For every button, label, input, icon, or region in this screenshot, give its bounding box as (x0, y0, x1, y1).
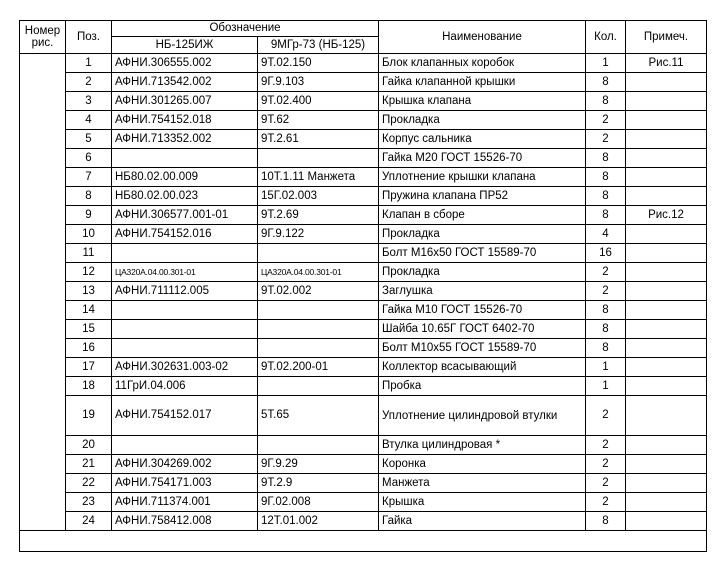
cell-name: Гайка клапанной крышки (379, 73, 586, 92)
table-row (20, 111, 707, 130)
cell-fig-no (20, 244, 66, 263)
cell-fig-no (20, 301, 66, 320)
cell-note: Рис.11 (626, 54, 707, 73)
header-name: Наименование (379, 21, 586, 54)
cell-note (626, 168, 707, 187)
cell-fig-no (20, 149, 66, 168)
cell-designation-b (258, 339, 379, 358)
cell-qty: 8 (586, 92, 626, 111)
cell-fig-no (20, 73, 66, 92)
table-row (20, 244, 707, 263)
cell-qty: 2 (586, 493, 626, 512)
cell-note (626, 339, 707, 358)
cell-name: Коллектор всасывающий (379, 358, 586, 377)
cell-designation-b: 9Т.62 (258, 111, 379, 130)
table-row (20, 493, 707, 512)
cell-pos: 3 (66, 92, 112, 111)
cell-name: Крышка клапана (379, 92, 586, 111)
cell-fig-no (20, 455, 66, 474)
cell-name: Уплотнение цилиндровой втулки (379, 396, 586, 436)
table-row (20, 263, 707, 282)
parts-table (19, 20, 707, 552)
cell-note (626, 396, 707, 436)
cell-designation-a: АФНИ.306577.001-01 (112, 206, 258, 225)
cell-note (626, 455, 707, 474)
cell-qty: 8 (586, 512, 626, 531)
cell-name: Прокладка (379, 263, 586, 282)
table-row (20, 92, 707, 111)
cell-designation-a: АФНИ.302631.003-02 (112, 358, 258, 377)
cell-designation-b: 9Г.9.29 (258, 455, 379, 474)
cell-pos: 7 (66, 168, 112, 187)
cell-note (626, 130, 707, 149)
cell-name: Гайка М10 ГОСТ 15526-70 (379, 301, 586, 320)
table-row (20, 474, 707, 493)
cell-designation-a (112, 436, 258, 455)
cell-name: Болт М10х55 ГОСТ 15589-70 (379, 339, 586, 358)
cell-designation-a: НБ80.02.00.009 (112, 168, 258, 187)
header-designation: Обозначение (112, 21, 379, 37)
cell-designation-a: АФНИ.711374.001 (112, 493, 258, 512)
cell-qty: 2 (586, 436, 626, 455)
cell-designation-b: 10Т.1.11 Манжета (258, 168, 379, 187)
cell-name: Крышка (379, 493, 586, 512)
cell-designation-a (112, 320, 258, 339)
cell-designation-a: 11ГрИ.04.006 (112, 377, 258, 396)
header-qty: Кол. (586, 21, 626, 54)
cell-qty: 2 (586, 130, 626, 149)
cell-note (626, 244, 707, 263)
cell-designation-a: НБ80.02.00.023 (112, 187, 258, 206)
cell-designation-a (112, 301, 258, 320)
cell-designation-b: 9Г.9.122 (258, 225, 379, 244)
cell-fig-no (20, 339, 66, 358)
cell-fig-no (20, 377, 66, 396)
cell-designation-a: АФНИ.713542.002 (112, 73, 258, 92)
cell-qty: 8 (586, 206, 626, 225)
cell-name: Втулка цилиндровая * (379, 436, 586, 455)
cell-qty: 8 (586, 149, 626, 168)
cell-pos: 19 (66, 396, 112, 436)
table-row (20, 54, 707, 73)
table-row (20, 396, 707, 436)
cell-pos: 9 (66, 206, 112, 225)
cell-pos: 4 (66, 111, 112, 130)
cell-designation-b: 9Т.02.400 (258, 92, 379, 111)
cell-fig-no (20, 493, 66, 512)
cell-designation-b: 9Т.2.9 (258, 474, 379, 493)
cell-name: Заглушка (379, 282, 586, 301)
cell-name: Гайка (379, 512, 586, 531)
cell-pos: 1 (66, 54, 112, 73)
table-row (20, 455, 707, 474)
cell-designation-a (112, 339, 258, 358)
cell-designation-a: АФНИ.304269.002 (112, 455, 258, 474)
cell-designation-b (258, 320, 379, 339)
cell-designation-b: 9Г.02.008 (258, 493, 379, 512)
cell-designation-a: АФНИ.758412.008 (112, 512, 258, 531)
cell-designation-b: 9Т.02.150 (258, 54, 379, 73)
cell-name: Пробка (379, 377, 586, 396)
cell-designation-a (112, 244, 258, 263)
cell-name: Уплотнение крышки клапана (379, 168, 586, 187)
cell-pos: 24 (66, 512, 112, 531)
cell-qty: 1 (586, 377, 626, 396)
table-row (20, 187, 707, 206)
cell-designation-a: АФНИ.754152.018 (112, 111, 258, 130)
cell-qty: 8 (586, 73, 626, 92)
cell-note (626, 149, 707, 168)
cell-fig-no (20, 436, 66, 455)
cell-designation-a (112, 149, 258, 168)
table-row (20, 377, 707, 396)
cell-designation-a: АФНИ.754152.017 (112, 396, 258, 436)
header-col-b: 9МГр-73 (НБ-125) (258, 37, 379, 54)
cell-name: Прокладка (379, 225, 586, 244)
cell-qty: 8 (586, 301, 626, 320)
cell-fig-no (20, 474, 66, 493)
cell-pos: 11 (66, 244, 112, 263)
table-row (20, 436, 707, 455)
cell-fig-no (20, 168, 66, 187)
cell-note (626, 282, 707, 301)
cell-designation-a: АФНИ.306555.002 (112, 54, 258, 73)
cell-note (626, 358, 707, 377)
header-fig-no: Номер рис. (20, 21, 66, 54)
cell-qty: 2 (586, 282, 626, 301)
cell-note (626, 493, 707, 512)
cell-name: Пружина клапана ПР52 (379, 187, 586, 206)
cell-designation-a: АФНИ.301265.007 (112, 92, 258, 111)
cell-pos: 5 (66, 130, 112, 149)
cell-fig-no (20, 396, 66, 436)
cell-fig-no (20, 54, 66, 73)
cell-name: Болт М16х50 ГОСТ 15589-70 (379, 244, 586, 263)
cell-note (626, 377, 707, 396)
cell-fig-no (20, 282, 66, 301)
cell-qty: 8 (586, 320, 626, 339)
cell-name: Гайка М20 ГОСТ 15526-70 (379, 149, 586, 168)
cell-designation-b: 9Т.2.69 (258, 206, 379, 225)
header-col-a: НБ-125ИЖ (112, 37, 258, 54)
cell-note (626, 73, 707, 92)
cell-qty: 1 (586, 358, 626, 377)
cell-pos: 22 (66, 474, 112, 493)
cell-designation-b (258, 301, 379, 320)
cell-fig-no (20, 187, 66, 206)
table-row (20, 130, 707, 149)
cell-fig-no (20, 92, 66, 111)
cell-qty: 16 (586, 244, 626, 263)
cell-qty: 2 (586, 455, 626, 474)
table-header (20, 21, 707, 54)
cell-designation-b: 15Г.02.003 (258, 187, 379, 206)
cell-note (626, 436, 707, 455)
cell-note (626, 263, 707, 282)
cell-designation-b (258, 149, 379, 168)
cell-designation-b: 9Г.9.103 (258, 73, 379, 92)
cell-pos: 23 (66, 493, 112, 512)
cell-fig-no (20, 320, 66, 339)
cell-qty: 1 (586, 54, 626, 73)
cell-designation-b: 12Т.01.002 (258, 512, 379, 531)
table-row (20, 282, 707, 301)
cell-fig-no (20, 111, 66, 130)
cell-fig-no (20, 512, 66, 531)
cell-designation-a: ЦА320А.04.00.301-01 (112, 263, 258, 282)
table-row (20, 301, 707, 320)
cell-fig-no (20, 358, 66, 377)
cell-pos: 17 (66, 358, 112, 377)
cell-note (626, 320, 707, 339)
cell-note (626, 111, 707, 130)
cell-designation-b: 9Т.2.61 (258, 130, 379, 149)
cell-designation-a: АФНИ.754171.003 (112, 474, 258, 493)
cell-note (626, 301, 707, 320)
cell-pos: 15 (66, 320, 112, 339)
table-row (20, 358, 707, 377)
cell-designation-b: 5Т.65 (258, 396, 379, 436)
cell-designation-b (258, 436, 379, 455)
table-row (20, 206, 707, 225)
header-note: Примеч. (626, 21, 707, 54)
cell-pos: 16 (66, 339, 112, 358)
cell-name: Шайба 10.65Г ГОСТ 6402-70 (379, 320, 586, 339)
cell-note: Рис.12 (626, 206, 707, 225)
cell-pos: 13 (66, 282, 112, 301)
cell-pos: 12 (66, 263, 112, 282)
cell-pos: 20 (66, 436, 112, 455)
cell-designation-b: ЦА320А.04.00.301-01 (258, 263, 379, 282)
cell-qty: 2 (586, 111, 626, 130)
cell-fig-no (20, 130, 66, 149)
table-row (20, 512, 707, 531)
cell-qty: 4 (586, 225, 626, 244)
table-body (20, 54, 707, 531)
cell-name: Клапан в сборе (379, 206, 586, 225)
cell-qty: 8 (586, 339, 626, 358)
cell-pos: 14 (66, 301, 112, 320)
cell-qty: 2 (586, 396, 626, 436)
cell-note (626, 92, 707, 111)
cell-name: Блок клапанных коробок (379, 54, 586, 73)
table-row (20, 225, 707, 244)
cell-pos: 2 (66, 73, 112, 92)
cell-qty: 8 (586, 187, 626, 206)
cell-fig-no (20, 225, 66, 244)
cell-pos: 18 (66, 377, 112, 396)
cell-note (626, 225, 707, 244)
cell-name: Прокладка (379, 111, 586, 130)
cell-name: Коронка (379, 455, 586, 474)
cell-pos: 6 (66, 149, 112, 168)
table-footer-row (20, 531, 707, 552)
cell-pos: 21 (66, 455, 112, 474)
cell-note (626, 474, 707, 493)
cell-note (626, 187, 707, 206)
header-pos: Поз. (66, 21, 112, 54)
cell-qty: 8 (586, 168, 626, 187)
table-row (20, 168, 707, 187)
cell-pos: 8 (66, 187, 112, 206)
cell-designation-b (258, 244, 379, 263)
cell-name: Манжета (379, 474, 586, 493)
cell-name: Корпус сальника (379, 130, 586, 149)
cell-designation-b: 9Т.02.200-01 (258, 358, 379, 377)
cell-designation-b: 9Т.02.002 (258, 282, 379, 301)
cell-note (626, 512, 707, 531)
cell-fig-no (20, 263, 66, 282)
cell-pos: 10 (66, 225, 112, 244)
table-row (20, 320, 707, 339)
cell-designation-b (258, 377, 379, 396)
cell-designation-a: АФНИ.754152.016 (112, 225, 258, 244)
cell-designation-a: АФНИ.711112.005 (112, 282, 258, 301)
table-row (20, 149, 707, 168)
cell-fig-no (20, 206, 66, 225)
table-row (20, 339, 707, 358)
cell-qty: 2 (586, 263, 626, 282)
table-row (20, 73, 707, 92)
footer-cell (20, 531, 707, 552)
cell-qty: 2 (586, 474, 626, 493)
cell-designation-a: АФНИ.713352.002 (112, 130, 258, 149)
